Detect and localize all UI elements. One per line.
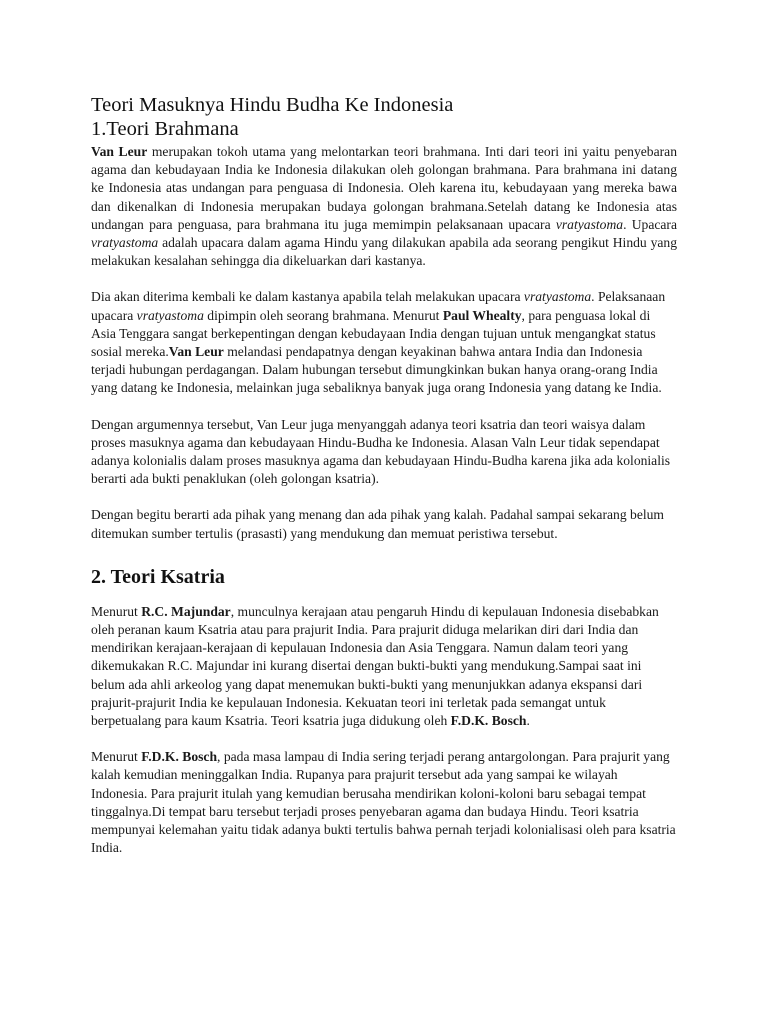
text-run: merupakan tokoh utama yang melontarkan teori brahmana. Inti dari teori ini yaitu penyebaran agama dan kebudayaan India ke Indonesia dilakukan oleh golongan brahmana. Para brahmana ini datang ke Indonesia atas undangan para penguasa di Indonesia. Oleh karena itu, kebudayaan yang mereka bawa dan dikenalkan di Indonesia merupakan budaya golongan brahmana.Setelah datang ke Indonesia atas undangan para penguasa, para brahmana itu juga memimpin pelaksanaan upacara (91, 144, 677, 232)
section-heading-brahmana: 1.Teori Brahmana (91, 118, 239, 140)
italic-term: vratyastoma (523, 289, 592, 305)
bold-name: F.D.K. Bosch (141, 749, 218, 765)
italic-term: vratyastoma (91, 235, 159, 251)
page-title: Teori Masuknya Hindu Budha Ke Indonesia (91, 94, 454, 116)
text-run: Menurut (91, 603, 142, 619)
paragraph-ksatria-1 (91, 603, 677, 730)
paragraph-brahmana-4: Dengan begitu berarti ada pihak yang menang dan ada pihak yang kalah. Padahal sampai sekarang belum ditemukan sumber tertulis (prasasti) yang mendukung dan memuat peristiwa tersebut. (91, 507, 664, 541)
text-run: , pada masa lampau di India sering terjadi perang antargolongan. Para prajurit yang kalah kemudian meninggalkan India. Rupanya para prajurit tersebut ada yang sampai ke wilayah Indonesia. Para prajurit itulah yang kemudian berusaha mendirikan koloni-koloni baru sebagai tempat tinggalnya.Di tempat baru tersebut terjadi proses penyebaran agama dan budaya Hindu. Teori ksatria mempunyai kelemahan yaitu tidak adanya bukti tertulis bahwa pernah terjadi kolonialisasi oleh para ksatria India. (91, 749, 676, 856)
section-heading-ksatria: 2. Teori Ksatria (91, 565, 225, 588)
section-gap (91, 543, 677, 565)
bold-name: Van Leur (91, 144, 148, 159)
text-run: . Upacara (623, 216, 677, 232)
bold-name: F.D.K. Bosch (450, 713, 527, 729)
paragraph-gap (91, 270, 677, 288)
text-run: melandasi pendapatnya dengan keyakinan bahwa antara India dan Indonesia terjadi hubungan perdagangan. Dalam hubungan tersebut dimungkinkan bukan hanya orang-orang India yang datang ke Indonesia, melainkan juga sebaliknya banyak juga orang Indonesia yang datang ke India. (91, 344, 662, 396)
text-run: Menurut (91, 749, 142, 765)
paragraph-gap (91, 488, 677, 506)
paragraph-gap (91, 730, 677, 748)
text-run: . Pelaksanaan upacara (91, 289, 666, 323)
text-run: adalah upacara dalam agama Hindu yang dilakukan apabila ada seorang pengikut Hindu yang melakukan kesalahan sehingga dia dikeluarkan dari kastanya. (91, 235, 677, 269)
paragraph-brahmana-3: Dengan argumennya tersebut, Van Leur juga menyanggah adanya teori ksatria dan teori waisya dalam proses masuknya agama dan kebudayaan Hindu-Budha ke Indonesia. Alasan Valn Leur tidak sependapat adanya kolonialis dalam proses masuknya agama dan kebudayaan Hindu-Budha karena jika ada kolonialis berarti ada bukti penaklukan (oleh golongan ksatria). (91, 416, 671, 487)
bold-name: Paul Whealty (442, 307, 522, 323)
text-run: Dia akan diterima kembali ke dalam kastanya apabila telah melakukan upacara (91, 289, 524, 305)
paragraph-ksatria-2 (91, 748, 677, 857)
paragraph-gap (91, 398, 677, 416)
text-run: dipimpin oleh seorang brahmana. Menurut (203, 307, 443, 323)
text-run: . (526, 713, 530, 729)
paragraph-brahmana-1 (91, 143, 677, 270)
bold-name: Van Leur (168, 344, 224, 360)
text-run: , para penguasa lokal di Asia Tenggara sangat berkepentingan dengan kebudayaan India dengan tujuan untuk mengangkat status sosial mereka. (91, 307, 656, 360)
italic-term: vratyastoma (136, 307, 204, 323)
italic-term: vratyastoma (555, 216, 624, 232)
text-run: , munculnya kerajaan atau pengaruh Hindu di kepulauan Indonesia disebabkan oleh peranan kaum Ksatria atau para prajurit India. Para prajurit diduga melarikan diri dari India dan mendirikan kerajaan-kerajaan di kepulauan Indonesia dan Asia Tenggara. Namun dalam teori yang dikemukakan R.C. Majundar ini kurang disertai dengan bukti-bukti yang mendukung.Sampai saat ini belum ada ahli arkeolog yang dapat menemukan bukti-bukti yang menunjukkan adanya ekspansi dari prajurit-prajurit India ke kepulauan Indonesia. Kekuatan teori ini terletak pada semangat untuk berpetualang para kaum Ksatria. Teori ksatria juga didukung oleh (91, 603, 659, 729)
paragraph-brahmana-2 (91, 288, 677, 397)
bold-name: R.C. Majundar (141, 603, 231, 619)
document-content (91, 94, 677, 858)
